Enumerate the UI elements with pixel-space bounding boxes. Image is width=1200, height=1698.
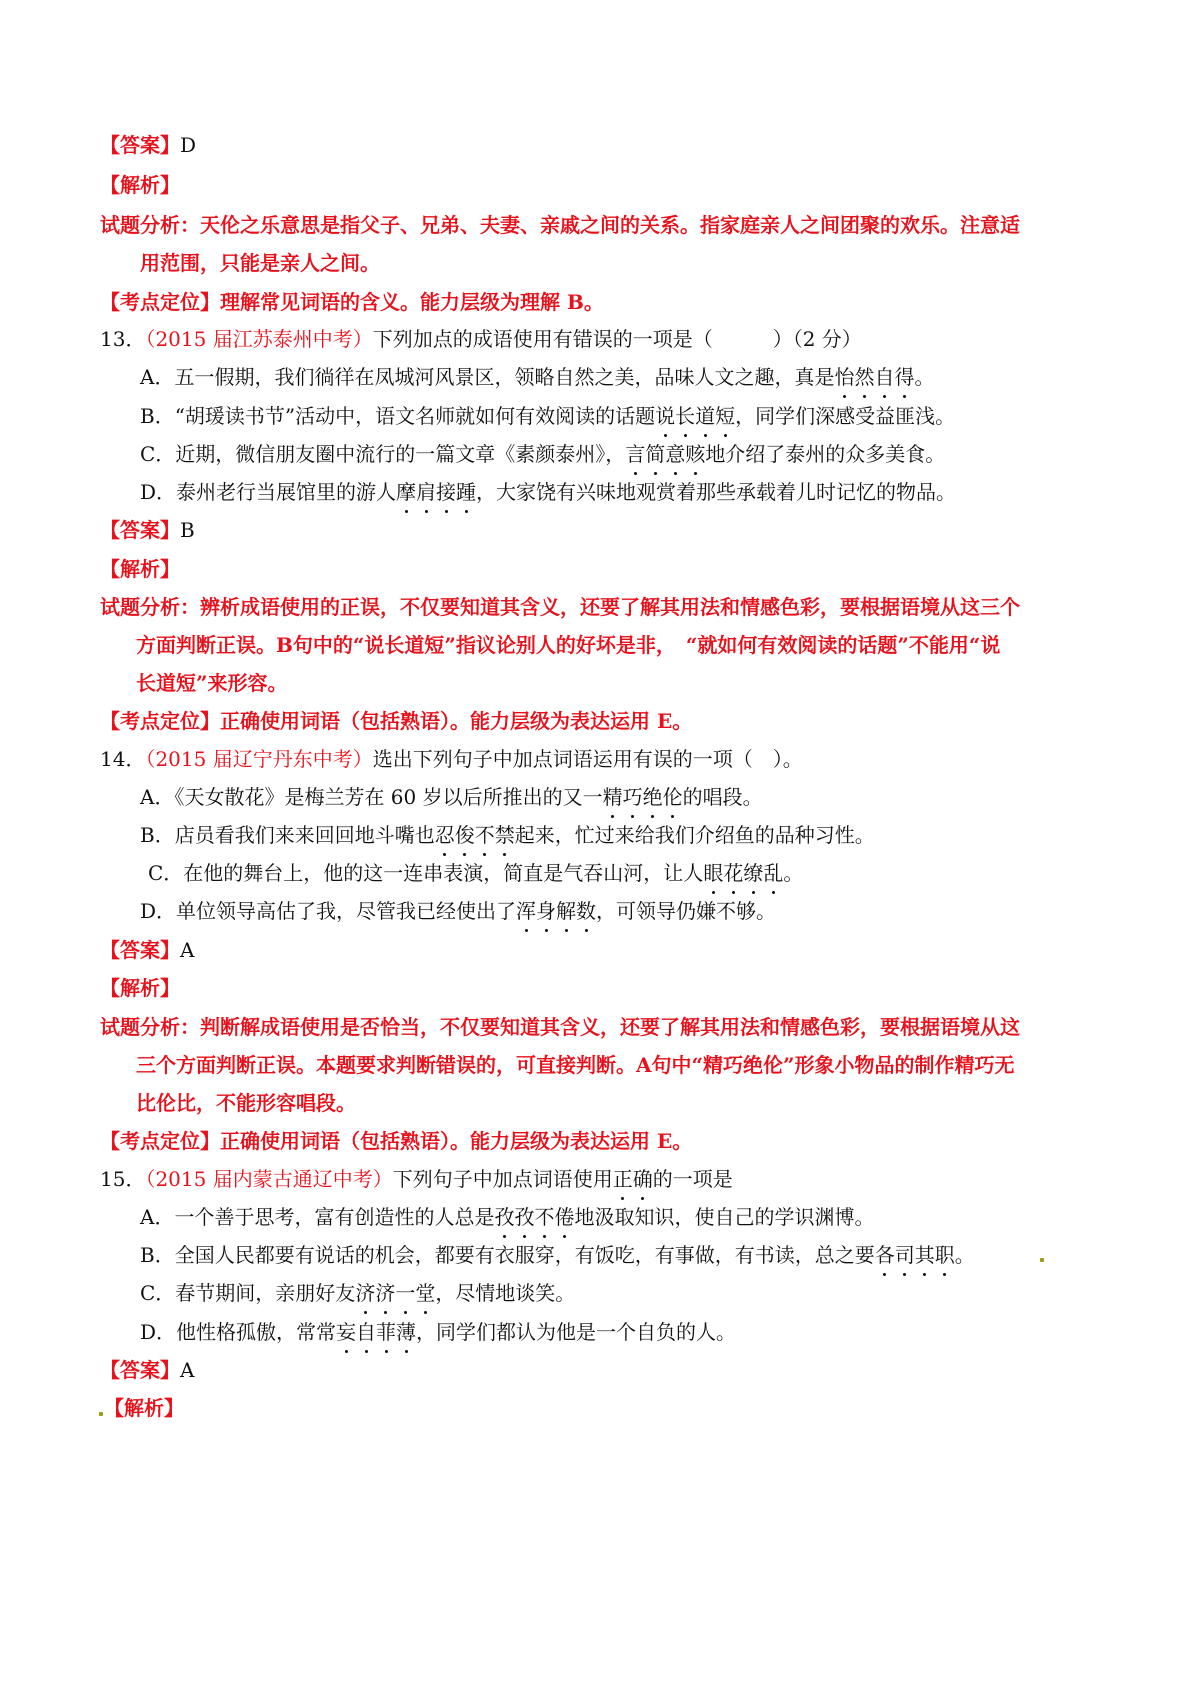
dotted-idiom (625, 442, 705, 466)
dotted-idiom (875, 1243, 955, 1267)
dotted-idiom (396, 480, 476, 504)
q14-analysis-line: 试题分析：判断解成语使用是否恰当，不仅要知道其含义，还要了解其用法和情感色彩，要根据语境从这 (100, 1015, 1020, 1039)
q15-option-a (140, 1203, 874, 1231)
q13-option-a (140, 363, 934, 391)
dotted-word (613, 1167, 653, 1191)
q14-kaodian (100, 1127, 692, 1155)
emphasis-char: 肩 (416, 480, 437, 504)
q13-analysis-tag (100, 555, 180, 583)
emphasis-char: 绝 (642, 785, 663, 809)
q13-analysis-line: 长道短”来形容。 (136, 671, 288, 695)
emphasis-char: 短 (715, 404, 736, 428)
kaodian-tag: 【考点定位】 (100, 290, 220, 314)
emphasis-char: 花 (723, 861, 744, 885)
option-text: 的唱段。 (682, 785, 763, 809)
q14-option-b (140, 821, 875, 849)
emphasis-char: 正 (612, 1167, 633, 1191)
dotted-idiom (494, 1205, 574, 1229)
q14-option-c (148, 859, 803, 887)
option-text: A．一个善于思考，富有创造性的人总是 (140, 1205, 495, 1229)
emphasis-char: 其 (914, 1243, 935, 1267)
emphasis-char: 不 (534, 1205, 555, 1229)
question-source: （2015 届江苏泰州中考） (145, 327, 373, 351)
emphasis-char: 身 (536, 899, 557, 923)
answer-value: A (180, 1358, 195, 1382)
option-text: A．《天女散花》是梅兰芳在 60 岁以后所推出的又一 (140, 785, 603, 809)
q15-answer (100, 1356, 194, 1384)
analysis-tag: 【解析】 (104, 1396, 184, 1420)
emphasis-char: 接 (436, 480, 457, 504)
q13-option-d (140, 478, 956, 506)
q14-analysis-line: 三个方面判断正误。本题要求判断错误的，可直接判断。A句中“精巧绝伦”形象小物品的制作精巧无 (136, 1053, 1015, 1077)
q13-kaodian (100, 707, 692, 735)
q15-analysis-tag (104, 1394, 184, 1422)
option-text: ，尽情地谈笑。 (435, 1281, 576, 1305)
emphasis-char: 乱 (763, 861, 784, 885)
option-text: C．近期，微信朋友圈中流行的一篇文章《素颜泰州》， (140, 442, 626, 466)
question-stem: 下列加点的成语使用有错误的一项是（ ）（2 分） (372, 327, 862, 351)
q15-question (100, 1165, 733, 1193)
emphasis-char: 禁 (494, 823, 515, 847)
q12-analysis-line: 试题分析：天伦之乐意思是指父子、兄弟、夫妻、亲戚之间的关系。指家庭亲人之间团聚的欢乐。注意适 (100, 213, 1020, 237)
question-number: 15． (100, 1167, 146, 1191)
dotted-idiom (336, 1320, 416, 1344)
option-text: 起来，忙过来给我们介绍鱼的品种习性。 (514, 823, 875, 847)
dotted-idiom (516, 899, 596, 923)
answer-tag: 【答案】 (100, 1358, 180, 1382)
emphasis-char: 忍 (434, 823, 455, 847)
option-text: ，同学们都认为他是一个自负的人。 (416, 1320, 737, 1344)
emphasis-char: 济 (375, 1281, 396, 1305)
dotted-idiom (355, 1281, 435, 1305)
emphasis-char: 妄 (336, 1320, 357, 1344)
kaodian-tag: 【考点定位】 (100, 709, 220, 733)
q14-question (100, 745, 803, 773)
q12-kaodian (100, 288, 604, 316)
dotted-idiom (834, 365, 914, 389)
question-source: （2015 届内蒙古通辽中考） (145, 1167, 393, 1191)
question-stem: 下列句子中加点词语使用 (392, 1167, 613, 1191)
q14-option-d (140, 897, 776, 925)
q13-analysis-line: 方面判断正误。B句中的“说长道短”指议论别人的好坏是非， “就如何有效阅读的话题”不能用“说 (136, 633, 1001, 657)
option-text: B．店员看我们来来回回地斗嘴也 (140, 823, 435, 847)
emphasis-char: 数 (576, 899, 597, 923)
q12-analysis-line: 用范围，只能是亲人之间。 (140, 251, 380, 275)
answer-tag: 【答案】 (100, 938, 180, 962)
option-text: D．他性格孤傲，常常 (140, 1320, 337, 1344)
emphasis-char: 然 (854, 365, 875, 389)
analysis-tag: 【解析】 (100, 557, 180, 581)
kaodian-text: 正确使用词语（包括熟语）。能力层级为表达运用 E。 (220, 1129, 693, 1153)
question-number: 14． (100, 747, 146, 771)
option-text: 。 (914, 365, 935, 389)
emphasis-char: 不 (474, 823, 495, 847)
stray-mark (99, 1412, 103, 1416)
option-text: D．泰州老行当展馆里的游人 (140, 480, 397, 504)
emphasis-char: 职 (934, 1243, 955, 1267)
option-text: ，同学们深感受益匪浅。 (735, 404, 956, 428)
dotted-idiom (603, 785, 683, 809)
emphasis-char: 言 (625, 442, 646, 466)
emphasis-char: 浑 (516, 899, 537, 923)
q13-option-c (140, 440, 945, 468)
emphasis-char: 说 (655, 404, 676, 428)
option-text: 。 (954, 1243, 975, 1267)
analysis-tag: 【解析】 (100, 976, 180, 1000)
q14-answer (100, 936, 194, 964)
q12-analysis-tag (100, 171, 180, 199)
question-stem: 选出下列句子中加点词语运用有误的一项（ ）。 (372, 747, 803, 771)
q15-option-b (140, 1241, 975, 1269)
q12-answer (100, 131, 196, 159)
emphasis-char: 意 (665, 442, 686, 466)
emphasis-char: 道 (695, 404, 716, 428)
emphasis-char: 解 (556, 899, 577, 923)
answer-value: D (180, 133, 197, 157)
q14-analysis-tag (100, 974, 180, 1002)
option-text: C．春节期间，亲朋好友 (140, 1281, 356, 1305)
stray-mark (1040, 1258, 1044, 1262)
answer-tag: 【答案】 (100, 518, 180, 542)
answer-tag: 【答案】 (100, 133, 180, 157)
answer-value: A (180, 938, 195, 962)
emphasis-char: 得 (894, 365, 915, 389)
q13-analysis-line: 试题分析：辨析成语使用的正误，不仅要知道其含义，还要了解其用法和情感色彩，要根据语境从这三个 (100, 595, 1020, 619)
emphasis-char: 眼 (703, 861, 724, 885)
emphasis-char: 自 (356, 1320, 377, 1344)
q13-option-b (140, 402, 955, 430)
analysis-tag: 【解析】 (100, 173, 180, 197)
option-text: 。 (783, 861, 804, 885)
kaodian-text: 理解常见词语的含义。能力层级为理解 B。 (220, 290, 604, 314)
emphasis-char: 精 (602, 785, 623, 809)
emphasis-char: 堂 (415, 1281, 436, 1305)
emphasis-char: 长 (675, 404, 696, 428)
emphasis-char: 俊 (454, 823, 475, 847)
option-text: ，大家饶有兴味地观赏着那些承载着儿时记忆的物品。 (476, 480, 957, 504)
emphasis-char: 自 (874, 365, 895, 389)
dotted-idiom (655, 404, 735, 428)
question-stem: 的一项是 (652, 1167, 733, 1191)
answer-value: B (180, 518, 195, 542)
q15-option-c (140, 1279, 575, 1307)
q13-answer (100, 516, 195, 544)
emphasis-char: 各 (874, 1243, 895, 1267)
option-text: A．五一假期，我们徜徉在凤城河风景区，领略自然之美，品味人文之趣，真是 (140, 365, 835, 389)
emphasis-char: 巧 (622, 785, 643, 809)
q13-question (100, 325, 862, 353)
emphasis-char: 薄 (396, 1320, 417, 1344)
emphasis-char: 一 (395, 1281, 416, 1305)
emphasis-char: 司 (894, 1243, 915, 1267)
emphasis-char: 伦 (662, 785, 683, 809)
emphasis-char: 孜 (494, 1205, 515, 1229)
emphasis-char: 摩 (396, 480, 417, 504)
emphasis-char: 济 (355, 1281, 376, 1305)
option-text: ，可领导仍嫌不够。 (596, 899, 777, 923)
option-text: B．“胡瑗读书节”活动中，语文名师就如何有效阅读的话题 (140, 404, 656, 428)
dotted-idiom (703, 861, 783, 885)
emphasis-char: 怡 (834, 365, 855, 389)
option-text: D．单位领导高估了我，尽管我已经使出了 (140, 899, 517, 923)
q14-option-a (140, 783, 763, 811)
emphasis-char: 孜 (514, 1205, 535, 1229)
emphasis-char: 菲 (376, 1320, 397, 1344)
dotted-idiom (435, 823, 515, 847)
emphasis-char: 赅 (685, 442, 706, 466)
question-number: 13． (100, 327, 146, 351)
option-text: C．在他的舞台上，他的这一连串表演，简直是气吞山河，让人 (148, 861, 704, 885)
emphasis-char: 倦 (554, 1205, 575, 1229)
kaodian-text: 正确使用词语（包括熟语）。能力层级为表达运用 E。 (220, 709, 693, 733)
kaodian-tag: 【考点定位】 (100, 1129, 220, 1153)
emphasis-char: 踵 (456, 480, 477, 504)
emphasis-char: 简 (645, 442, 666, 466)
emphasis-char: 缭 (743, 861, 764, 885)
option-text: B．全国人民都要有说话的机会，都要有衣服穿，有饭吃，有事做，有书读，总之要 (140, 1243, 875, 1267)
option-text: 地介绍了泰州的众多美食。 (705, 442, 946, 466)
q15-option-d (140, 1318, 736, 1346)
question-source: （2015 届辽宁丹东中考） (145, 747, 373, 771)
q14-analysis-line: 比伦比，不能形容唱段。 (136, 1091, 356, 1115)
emphasis-char: 确 (632, 1167, 653, 1191)
option-text: 地汲取知识，使自己的学识渊博。 (574, 1205, 875, 1229)
